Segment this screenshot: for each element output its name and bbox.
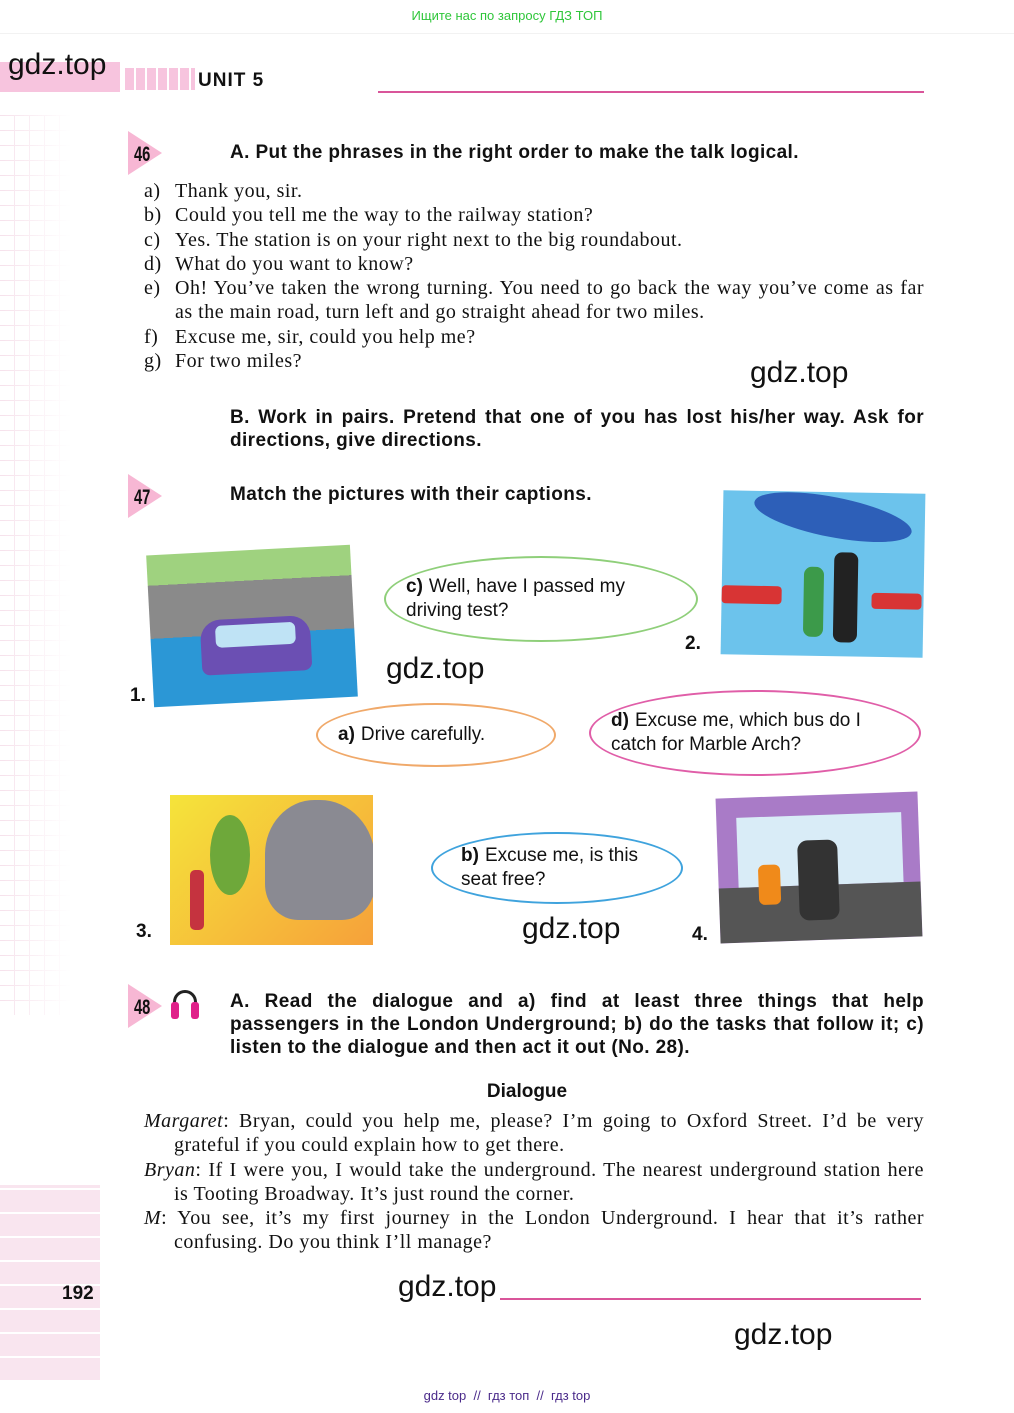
caption-letter: a) (338, 724, 355, 745)
item-text: Oh! You’ve taken the wrong turning. You need to go back the way you’ve come as far as the main road, turn left and go straight ahead for two miles. (175, 277, 924, 324)
dialogue-title: Dialogue (486, 1081, 568, 1102)
instruction-47: Match the pictures with their captions. (230, 484, 592, 505)
exercise-number-46: 46 (128, 131, 164, 175)
item-letter: f) (144, 325, 159, 348)
picture-bus-seat (716, 792, 923, 944)
caption-text: Well, have I passed my driving test? (406, 576, 625, 621)
item-letter: d) (144, 252, 162, 275)
list-item (144, 228, 924, 252)
search-banner[interactable]: Ищите нас по запросу ГДЗ ТОП (0, 0, 1014, 34)
header-line (378, 91, 924, 93)
unit-label: UNIT 5 (198, 70, 265, 91)
instruction-48: A. Read the dialogue and a) find at least three things that help passengers in the London Underground; b) do the tasks that follow it; c) listen to the dialogue and then act it out (No. 28). (230, 991, 924, 1058)
phrase-list (144, 179, 924, 373)
list-item (144, 276, 924, 325)
item-letter: c) (144, 228, 161, 251)
picture-label-2: 2. (685, 633, 701, 654)
side-decoration (0, 115, 70, 1015)
caption-bubble-b (431, 832, 683, 904)
line-text: : You see, it’s my first journey in the London Underground. I hear that it’s rather confusing. Do you think I’ll manage? (161, 1207, 924, 1254)
picture-butterfly-net (721, 490, 926, 658)
item-text: Yes. The station is on your right next to the big roundabout. (175, 228, 683, 251)
speaker: Bryan (144, 1158, 196, 1181)
picture-label-1: 1. (130, 685, 146, 706)
caption-letter: b) (461, 845, 479, 866)
item-letter: a) (144, 180, 161, 202)
exercise-number-48: 48 (128, 984, 164, 1028)
headphones-icon (171, 990, 199, 1020)
picture-car-in-water (146, 545, 358, 707)
item-text: Could you tell me the way to the railway station? (175, 204, 594, 227)
footer-line (500, 1298, 921, 1300)
picture-label-3: 3. (136, 921, 152, 942)
item-text: Thank you, sir. (175, 180, 303, 202)
footer-links[interactable]: gdz top // гдз топ // гдз top (423, 1388, 591, 1403)
instruction-46b: B. Work in pairs. Pretend that one of you has lost his/her way. Ask for directions, give directions. (230, 407, 924, 451)
watermark: gdz.top (386, 652, 485, 685)
item-letter: e) (144, 277, 161, 300)
list-item (144, 252, 924, 276)
caption-letter: d) (611, 710, 629, 731)
page-number: 192 (62, 1283, 94, 1304)
speaker: Margaret (144, 1110, 224, 1132)
caption-letter: c) (406, 576, 423, 597)
caption-bubble-a (316, 703, 556, 767)
watermark: gdz.top (398, 1270, 497, 1303)
picture-label-4: 4. (692, 924, 708, 945)
watermark: gdz.top (750, 356, 849, 389)
watermark: gdz.top (8, 48, 107, 81)
header-squares (125, 68, 195, 90)
line-text: : If I were you, I would take the underground. The nearest underground station here is Tooting Broadway. It’s just round the corner. (174, 1158, 924, 1205)
picture-elephant (170, 795, 373, 945)
watermark: gdz.top (522, 912, 621, 945)
list-item (144, 325, 924, 349)
speaker: M (144, 1207, 162, 1230)
item-text: For two miles? (175, 350, 302, 373)
watermark: gdz.top (734, 1318, 833, 1351)
exercise-number-47: 47 (128, 474, 164, 518)
list-item (144, 203, 924, 227)
dialogue-line (144, 1158, 924, 1207)
caption-bubble-c (384, 556, 698, 642)
item-letter: g) (144, 350, 162, 373)
item-text: Excuse me, sir, could you help me? (175, 325, 476, 348)
instruction-46a: A. Put the phrases in the right order to make the talk logical. (230, 142, 799, 163)
caption-text: Excuse me, is this seat free? (461, 845, 639, 890)
caption-text: Drive carefully. (360, 724, 486, 745)
item-letter: b) (144, 204, 162, 227)
caption-bubble-d (589, 690, 921, 776)
caption-text: Excuse me, which bus do I catch for Marble Arch? (611, 710, 861, 755)
dialogue-line (144, 1206, 924, 1255)
dialogue-line (144, 1109, 924, 1158)
line-text: : Bryan, could you help me, please? I’m going to Oxford Street. I’d be very grateful if you could explain how to get there. (174, 1110, 924, 1157)
list-item (144, 179, 924, 203)
item-text: What do you want to know? (175, 252, 414, 275)
dialogue (144, 1109, 924, 1255)
